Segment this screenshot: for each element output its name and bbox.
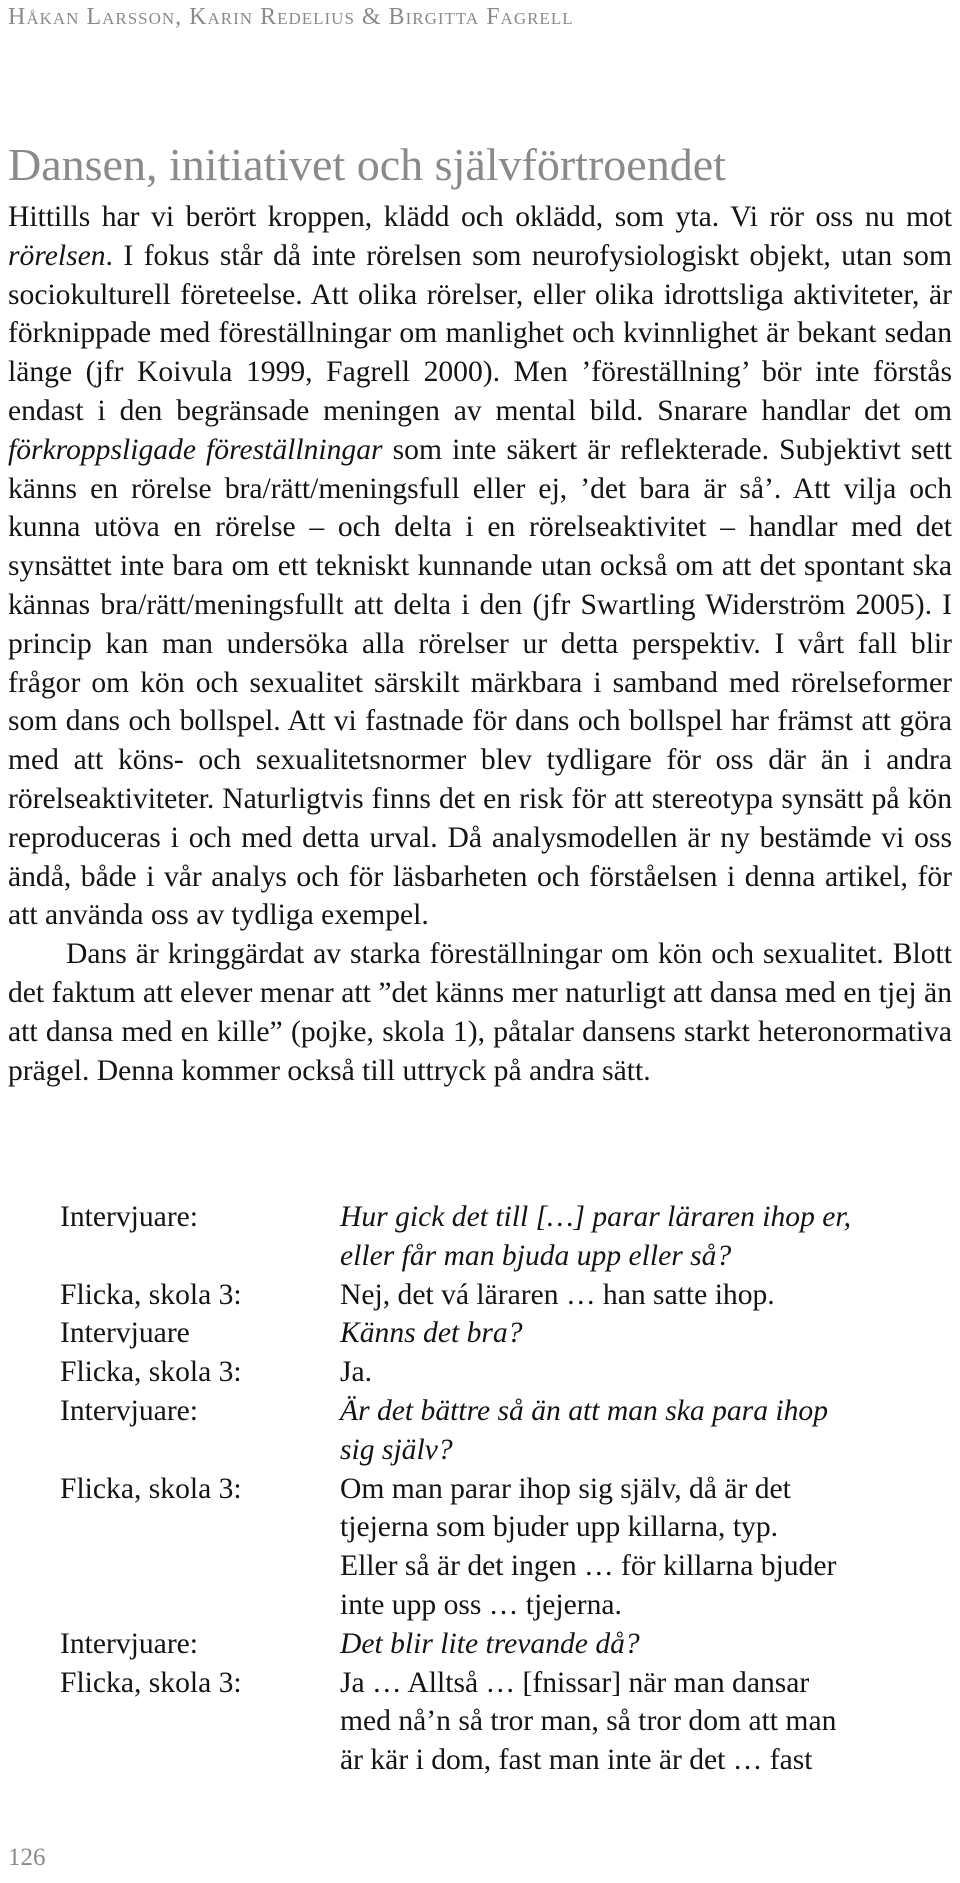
interview-row <box>60 1664 940 1780</box>
paragraph-1-part-2: . I fokus står då inte rörelsen som neurofysiologiskt objekt, utan som sociokulturell företeelse. Att olika rörelser, eller olika idrottsliga aktiviteter, är förknippade med föreställningar om manlighet och kvinnlighet är bekant sedan länge (jfr Koivula 1999, Fagrell 2000). Men ’föreställning’ bör inte förstås endast i den begränsade meningen av mental bild. Snarare handlar det om <box>8 239 952 427</box>
paragraph-1-emphasis-2: förkroppsligade föreställningar <box>8 433 383 466</box>
utterance-line: Om man parar ihop sig själv, då är det <box>340 1472 791 1505</box>
paragraph-1-part-3: som inte säkert är reflekterade. Subjektivt sett känns en rörelse bra/rätt/meningsfull eller ej, ’det bara är så’. Att vilja och kunna utöva en rörelse – och delta i en rörelseaktivitet – handlar med det synsättet inte bara om ett tekniskt kunnande utan också om att det spontant ska kännas bra/rätt/meningsfullt att delta i den (jfr Swartling Widerström 2005). I princip kan man undersöka alla rörelser ur detta perspektiv. I vårt fall blir frågor om kön och sexualitet särskilt märkbara i samband med rörelseformer som dans och bollspel. Att vi fastnade för dans och bollspel har främst att göra med att köns- och sexualitetsnormer blev tydligare för oss där än i andra rörelseaktiviteter. Naturligtvis finns det en risk för att stereotypa synsätt på kön reproduceras i och med detta urval. Då analysmodellen är ny bestämde vi oss ändå, både i vår analys och för läsbarheten och förståelsen i denna artikel, för att använda oss av tydliga exempel. <box>8 433 953 932</box>
interview-row <box>60 1314 940 1353</box>
utterance <box>340 1353 940 1392</box>
interview-row <box>60 1276 940 1315</box>
interview-transcript <box>60 1198 940 1780</box>
utterance <box>340 1625 940 1664</box>
utterance-line: Är det bättre så än att man ska para ihop <box>340 1394 829 1427</box>
utterance-line: Nej, det vá läraren … han satte ihop. <box>340 1278 775 1311</box>
utterance-line: sig själv? <box>340 1433 453 1466</box>
speaker-label: Flicka, skola 3: <box>60 1666 242 1699</box>
paragraph-1-part-1: Hittills har vi berört kroppen, klädd och oklädd, som yta. Vi rör oss nu mot <box>8 201 952 233</box>
paragraph-1-emphasis-1: rörelsen <box>8 239 106 272</box>
utterance <box>340 1392 940 1470</box>
interview-row <box>60 1625 940 1664</box>
utterance-line: Känns det bra? <box>340 1317 523 1350</box>
body-text <box>8 198 952 1090</box>
section-heading: Dansen, initiativet och självförtroendet <box>8 139 726 190</box>
utterance-line: Ja. <box>340 1356 373 1389</box>
speaker-label: Intervjuare <box>60 1317 190 1350</box>
paragraph-1 <box>8 198 952 935</box>
utterance-line: med nå’n så tror man, så tror dom att man <box>340 1705 837 1738</box>
utterance <box>340 1276 940 1315</box>
speaker-label: Flicka, skola 3: <box>60 1472 242 1505</box>
utterance-line: är kär i dom, fast man inte är det … fast <box>340 1744 813 1777</box>
utterance-line: Ja … Alltså … [fnissar] när man dansar <box>340 1666 810 1699</box>
speaker-label: Flicka, skola 3: <box>60 1278 242 1311</box>
utterance-line: Hur gick det till […] parar läraren ihop er, <box>340 1201 852 1233</box>
speaker-label: Intervjuare: <box>60 1201 199 1233</box>
utterance-line: Eller så är det ingen … för killarna bjuder <box>340 1550 837 1583</box>
utterance-line: eller får man bjuda upp eller så? <box>340 1239 732 1272</box>
utterance-line: inte upp oss … tjejerna. <box>340 1588 622 1621</box>
running-head: Håkan Larsson, Karin Redelius & Birgitta Fagrell <box>8 4 574 30</box>
utterance <box>340 1314 940 1353</box>
utterance <box>340 1198 940 1276</box>
speaker-label: Flicka, skola 3: <box>60 1356 242 1389</box>
speaker-label: Intervjuare: <box>60 1394 199 1427</box>
interview-row <box>60 1198 940 1276</box>
interview-row <box>60 1392 940 1470</box>
interview-row <box>60 1353 940 1392</box>
utterance <box>340 1470 940 1625</box>
utterance <box>340 1664 940 1780</box>
speaker-label: Intervjuare: <box>60 1627 199 1660</box>
interview-row <box>60 1470 940 1625</box>
page-number: 126 <box>8 1844 46 1871</box>
paragraph-2: Dans är kringgärdat av starka föreställningar om kön och sexualitet. Blott det faktum att elever menar att ”det känns mer naturligt att dansa med en tjej än att dansa med en kille” (pojke, skola 1), påtalar dansens starkt heteronormativa prägel. Denna kommer också till uttryck på andra sätt. <box>8 938 952 1087</box>
utterance-line: tjejerna som bjuder upp killarna, typ. <box>340 1511 779 1544</box>
utterance-line: Det blir lite trevande då? <box>340 1627 640 1660</box>
